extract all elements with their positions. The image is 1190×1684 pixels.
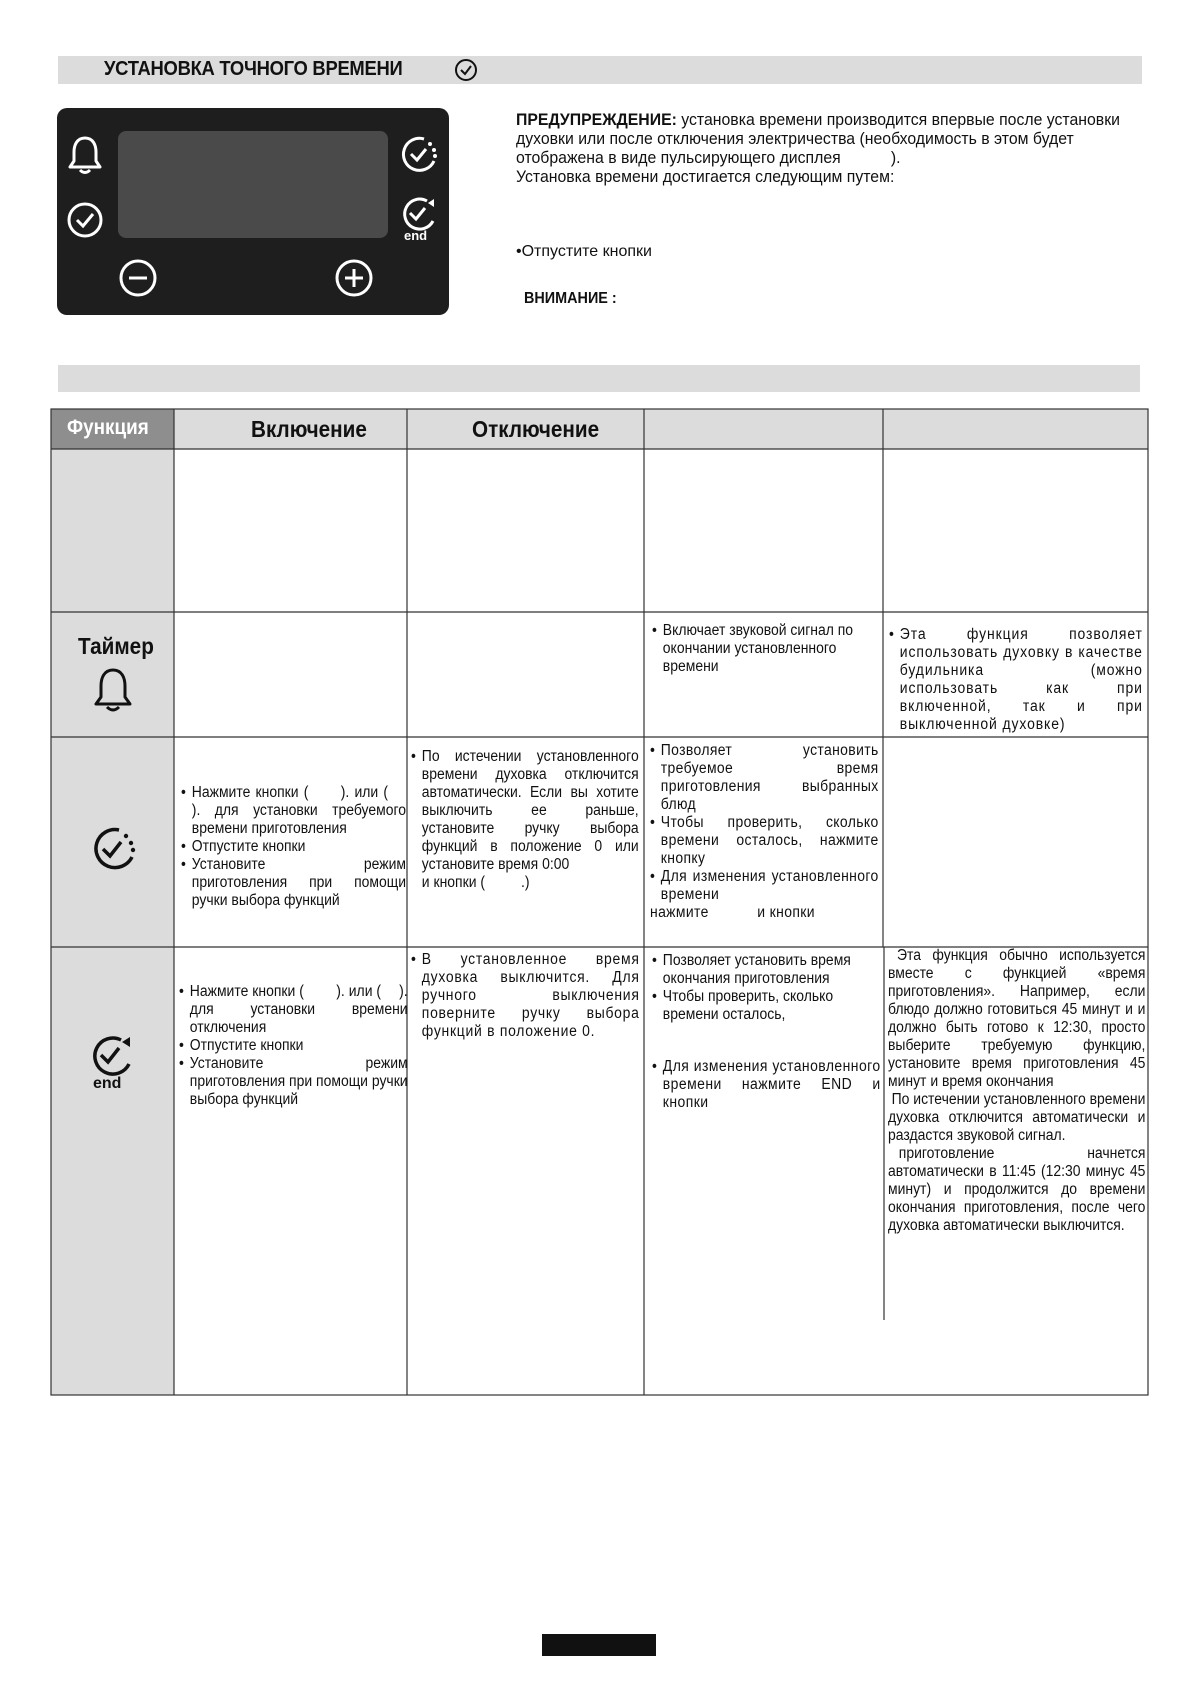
end-time-icon	[88, 1033, 138, 1093]
svg-text:end: end	[93, 1075, 122, 1092]
column-header-function: Функция	[67, 416, 149, 439]
bell-icon	[92, 666, 134, 714]
timer-usage-note: • Эта функция позволяет использовать духовку в качестве будильника (можно использовать как при включенной, так и при выключенной духовке)	[889, 626, 1143, 734]
end-on-steps: • Нажмите кнопки ( ). или ( ). для установки времени отключения • Отпустите кнопки • Установите режим приготовления при помощи ручки выбора функций	[179, 983, 408, 1109]
clock-check-icon	[454, 58, 478, 82]
warning-text: ПРЕДУПРЕЖДЕНИЕ: установка времени производится впервые после установки духовки или после отключения электричества (необходимость в этом будет отображена в виде пульсирующего дисплея ). Установка времени достигается следующим путем:	[516, 110, 1120, 186]
section-header-bar	[58, 365, 1140, 392]
end-time-icon[interactable]	[400, 195, 440, 245]
end-usage-note: Эта функция обычно используется вместе с функцией «время приготовления». Например, если блюдо должно готовиться 45 минут и и должно быть готово к 12:30, просто выберите требуемую функцию, установите время приготовления 45 минут и время окончания По истечении установленного времени духовка отключится автоматически и раздастся звуковой сигнал. приготовление начнется автоматически в 11:45 (12:30 минус 45 минут) и продолжится до времени окончания приготовления, после чего духовка автоматически выключится.	[888, 947, 1146, 1234]
duration-description: • Позволяет установить требуемое время приготовления выбранных блюд • Чтобы проверить, сколько времени осталось, нажмите кнопку • Для изменения установленного времени нажмите и кнопки	[650, 742, 879, 922]
column-header-off: Отключение	[472, 416, 600, 442]
release-buttons-text: •Отпустите кнопки	[516, 243, 652, 260]
bell-icon[interactable]	[66, 134, 104, 176]
minus-icon[interactable]	[118, 258, 158, 298]
timer-label: Таймер	[78, 633, 154, 659]
svg-text:end: end	[404, 228, 428, 243]
table-header	[51, 409, 1148, 449]
attention-label: ВНИМАНИЕ :	[524, 290, 617, 307]
section-title: УСТАНОВКА ТОЧНОГО ВРЕМЕНИ	[104, 58, 403, 80]
panel-display	[118, 131, 388, 238]
page-number-bar	[542, 1634, 656, 1656]
duration-timer-icon[interactable]	[400, 134, 440, 174]
function-column	[51, 449, 174, 1395]
clock-check-icon[interactable]	[66, 201, 104, 239]
plus-icon[interactable]	[334, 258, 374, 298]
duration-on-steps: • Нажмите кнопки ( ). или (). для установки требуемого времени приготовления • Отпустите кнопки • Установите режим приготовления при помощи ручки выбора функций	[181, 784, 406, 910]
end-off-steps: • В установленное время духовка выключится. Для ручного выключения поверните ручку выбора функций в положение 0.	[411, 951, 640, 1041]
duration-off-steps: • По истечении установленного времени духовка отключится автоматически. Если вы хотите выключить ее раньше, установите ручку выбора функций в положение 0 или установите время 0:00 и кнопки ( .)	[411, 748, 639, 892]
timer-description: • Включает звуковой сигнал по окончании установленного времени	[652, 622, 866, 676]
column-header-on: Включение	[251, 416, 367, 442]
duration-timer-icon	[89, 824, 139, 874]
end-description: • Позволяет установить время окончания приготовления • Чтобы проверить, сколько времени осталось, • Для изменения установленного времени нажмите END и кнопки	[652, 952, 881, 1112]
